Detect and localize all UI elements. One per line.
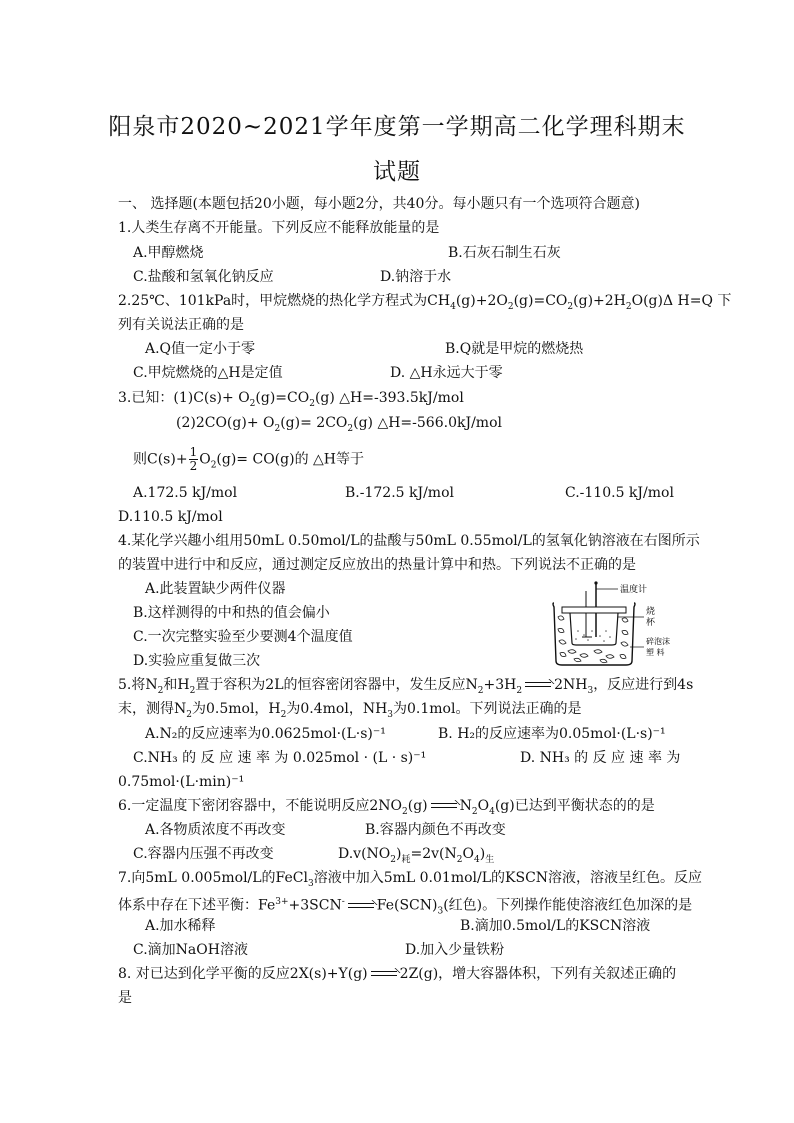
q5-option-c: C.NH₃ 的 反 应 速 率 为 0.025mol · (L · s)⁻¹ <box>133 750 427 766</box>
stirrer-icon <box>582 591 592 637</box>
section-heading: 一、 选择题(本题包括20小题，每小题2分，共40分。每小题只有一个选项符合题意) <box>118 196 640 212</box>
q2-option-d: D. △H永远大于零 <box>390 365 503 381</box>
lid-icon <box>562 607 626 613</box>
q3-option-b: B.-172.5 kJ/mol <box>345 485 454 501</box>
q3-target-equation: 则C(s)+ $\frac{1}{2}$ $O_2(g)= CO(g)$的 △H等于 <box>133 445 364 473</box>
q2-option-a: A.Q值一定小于零 <box>145 341 256 357</box>
q5-option-a: A.N₂的反应速率为0.0625mol·(L·s)⁻¹ <box>145 726 386 742</box>
equilibrium-arrow-icon <box>525 680 551 690</box>
inner-beaker-icon <box>570 613 618 645</box>
q4-stem-line2: 的装置中进行中和反应，通过测定反应放出的热量计算中和热。下列说法不正确的是 <box>118 557 636 573</box>
q6-option-d: $D.v(NO_2)_耗=2v(N_2O_4)_生$ <box>338 846 495 865</box>
q4-option-b: B.这样测得的中和热的值会偏小 <box>133 605 330 621</box>
label-beaker-2: 杯 <box>646 618 656 628</box>
q3-option-a: A.172.5 kJ/mol <box>133 485 238 501</box>
q4-option-c: C.一次完整实验至少要测4个温度值 <box>133 629 353 645</box>
equilibrium-arrow-icon <box>348 901 374 911</box>
page-title-line2: 试题 <box>373 159 421 185</box>
q3-option-d: D.110.5 kJ/mol <box>118 509 223 525</box>
q7-option-a: A.加水稀释 <box>145 918 216 934</box>
q3-stem-eq1: 3.已知：$(1)C(s)+ O_2(g)=CO_2(g)$ △H=-393.5kJ/mol <box>118 390 464 409</box>
q6-stem: 6.一定温度下密闭容器中，不能说明反应$2NO_2(g)$ $N_2O_4(g)$已达到平衡状态的的是 <box>118 798 655 817</box>
q1-option-a: A.甲醇燃烧 <box>133 245 204 261</box>
q1-option-d: D.钠溶于水 <box>380 269 452 285</box>
q4-option-a: A.此装置缺少两件仪器 <box>145 581 286 597</box>
equilibrium-arrow-icon <box>431 801 457 811</box>
label-foam-1: 碎泡沫 <box>646 637 670 646</box>
q7-stem-line2: 体系中存在下述平衡：$Fe^{3+}+3SCN^-$ $Fe(SCN)_3$(红色)。下列操作能使溶液红色加深的是 <box>118 897 693 917</box>
equilibrium-arrow-icon <box>371 969 397 979</box>
q3-option-c: C.-110.5 kJ/mol <box>565 485 674 501</box>
q6-option-b: B.容器内颜色不再改变 <box>365 822 506 838</box>
q6-option-c: C.容器内压强不再改变 <box>133 846 274 862</box>
label-thermometer: 温度计 <box>620 585 648 595</box>
q7-option-d: D.加入少量铁粉 <box>405 942 505 958</box>
q5-option-d-cont: 0.75mol·(L·min)⁻¹ <box>118 774 245 790</box>
q7-stem-line1: 7.向5mL 0.005mol/L的FeCl$_3$溶液中加入5mL 0.01mol/L的KSCN溶液，溶液呈红色。反应 <box>118 870 703 889</box>
q4-stem-line1: 4.某化学兴趣小组用50mL 0.50mol/L的盐酸与50mL 0.55mol/L的氢氧化钠溶液在右图所示 <box>118 533 700 549</box>
q1-option-b: B.石灰石制生石灰 <box>448 245 561 261</box>
q8-stem-line2: 是 <box>118 990 132 1006</box>
q6-option-a: A.各物质浓度不再改变 <box>145 822 286 838</box>
calorimeter-figure <box>546 581 678 667</box>
q2-option-c: C.甲烷燃烧的△H是定值 <box>133 365 283 381</box>
q5-stem-line2: 末，测得$N_2$为0.5mol，$H_2$为0.4mol，$NH_3$为0.1mol。下列说法正确的是 <box>118 701 582 720</box>
q8-stem-line1: 8. 对已达到化学平衡的反应2X(s)+Y(g) 2Z(g)，增大容器体积，下列有关叙述正确的 <box>118 966 677 982</box>
q7-option-b: B.滴加0.5mol/L的KSCN溶液 <box>460 918 651 934</box>
q2-stem-line2: 列有关说法正确的是 <box>118 317 244 333</box>
q1-option-c: C.盐酸和氢氧化钠反应 <box>133 269 274 285</box>
q2-option-b: B.Q就是甲烷的燃烧热 <box>445 341 584 357</box>
q2-stem-line1: 2.25℃、101kPa时，甲烷燃烧的热化学方程式为$CH_4(g)+2O_2(g)=CO_2(g)+2H_2O(g)\Delta$ H=Q 下 <box>118 293 732 312</box>
one-half-fraction: $\frac{1}{2}$ <box>189 445 198 473</box>
q7-option-c: C.滴加NaOH溶液 <box>133 942 248 958</box>
page-title-line1: 阳泉市2020~2021学年度第一学期高二化学理科期末 <box>108 114 686 140</box>
q5-stem-line1: 5.将$N_2$和$H_2$置于容积为2L的恒容密闭容器中，发生反应$N_2+3H_2$ $2NH_3$，反应进行到4s <box>118 677 694 696</box>
q5-option-d: D. NH₃ 的 反 应 速 率 为 <box>520 750 681 766</box>
label-beaker-1: 烧 <box>646 607 656 617</box>
q1-stem: 1.人类生存离不开能量。下列反应不能释放能量的是 <box>118 220 440 236</box>
q4-option-d: D.实验应重复做三次 <box>133 653 261 669</box>
q5-option-b: B. H₂的反应速率为0.05mol·(L·s)⁻¹ <box>438 726 666 742</box>
label-foam-2: 塑 料 <box>646 648 665 657</box>
q3-eq2: $(2)2CO(g)+ O_2(g)= 2CO_2(g)$ △H=-566.0kJ/mol <box>176 415 502 434</box>
